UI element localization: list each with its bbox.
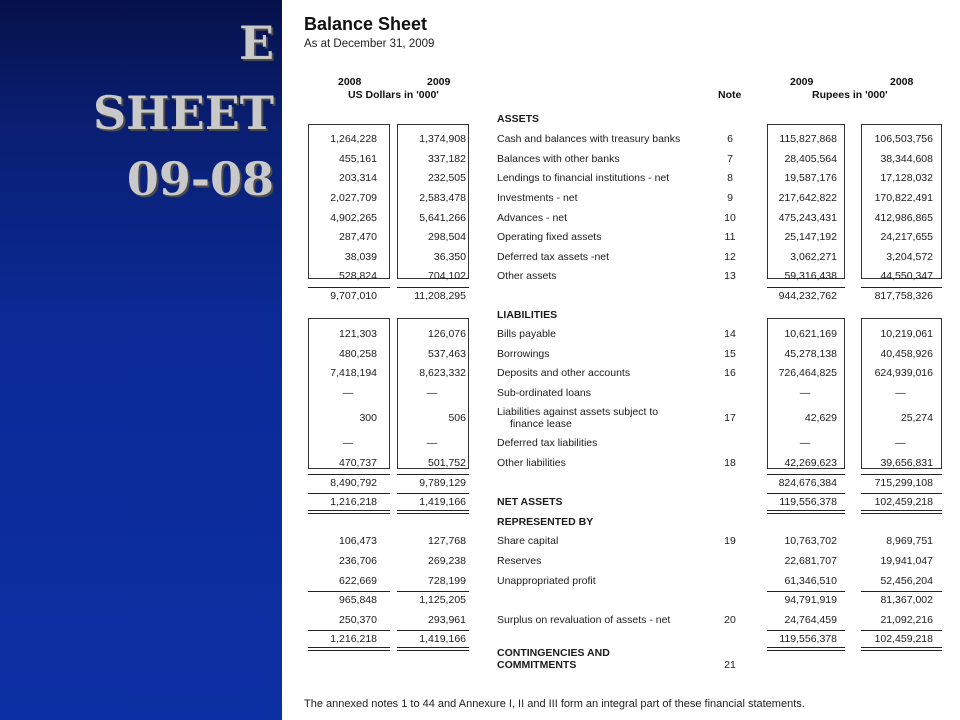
row-note: 14 xyxy=(724,328,736,340)
value-pkr2008: 412,986,865 xyxy=(874,212,933,224)
row-note: 17 xyxy=(724,412,736,424)
value-usd2008: 121,303 xyxy=(339,328,377,340)
value-usd2009: 5,641,266 xyxy=(419,212,466,224)
value-usd2008: 1,264,228 xyxy=(330,133,377,145)
value-usd2008: 622,669 xyxy=(339,575,377,587)
value-pkr2009: 115,827,868 xyxy=(779,133,837,145)
row-label: Other assets xyxy=(497,270,557,282)
header-pkr-unit: Rupees in '000' xyxy=(812,89,888,101)
total-rule xyxy=(767,630,845,631)
row-label: Sub-ordinated loans xyxy=(497,387,591,399)
value-usd2009: 269,238 xyxy=(428,555,466,567)
value-pkr2009: 45,278,138 xyxy=(784,348,837,360)
row-label: Unappropriated profit xyxy=(497,575,596,587)
value-usd2008: 480,258 xyxy=(339,348,377,360)
total-rule xyxy=(397,474,469,475)
value-usd2008: 300 xyxy=(359,412,377,424)
value-pkr2009: 61,346,510 xyxy=(784,575,837,587)
value-usd2009: — xyxy=(426,387,438,399)
value-pkr2008: 715,299,108 xyxy=(874,477,933,489)
double-underline xyxy=(861,510,942,514)
row-label: Deferred tax assets -net xyxy=(497,251,610,263)
double-underline xyxy=(397,647,469,651)
document-title: Balance Sheet xyxy=(304,14,428,34)
value-pkr2009: 10,621,169 xyxy=(784,328,837,340)
row-note: 19 xyxy=(724,535,736,547)
total-rule xyxy=(861,591,942,592)
row-label: Lendings to financial institutions - net xyxy=(497,172,670,184)
document-subtitle: As at December 31, 2009 xyxy=(304,38,435,50)
value-pkr2008: 38,344,608 xyxy=(880,153,933,165)
value-usd2009: 337,182 xyxy=(428,153,466,165)
value-usd2008: 4,902,265 xyxy=(330,212,377,224)
value-usd2008: 203,314 xyxy=(339,172,377,184)
row-note: 18 xyxy=(724,457,736,469)
value-pkr2009: 42,269,623 xyxy=(784,457,837,469)
value-usd2008: 236,706 xyxy=(339,555,377,567)
value-usd2009: 1,419,166 xyxy=(419,633,466,645)
value-usd2008: 470,737 xyxy=(339,457,377,469)
row-label: Surplus on revaluation of assets - net xyxy=(497,614,671,626)
value-usd2008: 1,216,218 xyxy=(330,496,377,508)
value-usd2009: 506 xyxy=(448,412,466,424)
section-heading: REPRESENTED BY xyxy=(497,516,594,528)
row-note: 21 xyxy=(724,659,736,671)
row-label: Deferred tax liabilities xyxy=(497,437,598,449)
value-usd2008: — xyxy=(342,437,354,449)
value-pkr2008: 106,503,756 xyxy=(874,133,933,145)
slide-title-line-3: 09-08 xyxy=(126,152,274,206)
header-note: Note xyxy=(718,89,742,101)
header-usd-unit: US Dollars in '000' xyxy=(348,89,439,101)
value-usd2009: 298,504 xyxy=(428,231,466,243)
row-label: Other liabilities xyxy=(497,457,566,469)
total-rule xyxy=(397,287,469,288)
double-underline xyxy=(308,647,390,651)
value-usd2009: 704,102 xyxy=(428,270,466,282)
row-label: Bills payable xyxy=(497,328,556,340)
value-pkr2008: 24,217,655 xyxy=(880,231,933,243)
value-pkr2009: 22,681,707 xyxy=(784,555,837,567)
footnote: The annexed notes 1 to 44 and Annexure I, II and III form an integral part of these financial statements. xyxy=(304,698,805,710)
total-rule xyxy=(308,630,390,631)
value-usd2008: 1,216,218 xyxy=(330,633,377,645)
value-pkr2008: 10,219,061 xyxy=(880,328,933,340)
total-rule xyxy=(308,474,390,475)
total-rule xyxy=(861,630,942,631)
value-pkr2009: 24,764,459 xyxy=(784,614,837,626)
value-pkr2008: 19,941,047 xyxy=(880,555,933,567)
value-pkr2008: 52,456,204 xyxy=(880,575,933,587)
row-note: 9 xyxy=(727,192,733,204)
total-rule xyxy=(767,474,845,475)
value-pkr2009: — xyxy=(799,387,811,399)
row-note: 13 xyxy=(724,270,736,282)
value-pkr2008: 39,656,831 xyxy=(880,457,933,469)
row-note: 11 xyxy=(724,231,736,243)
row-note: 8 xyxy=(727,172,733,184)
double-underline xyxy=(767,647,845,651)
value-pkr2009: 119,556,378 xyxy=(779,496,837,508)
value-pkr2008: 21,092,216 xyxy=(880,614,933,626)
row-note: 20 xyxy=(724,614,736,626)
slide-title-line-2: SHEET xyxy=(92,86,274,140)
value-usd2008: 455,161 xyxy=(339,153,377,165)
row-label-continued: finance lease xyxy=(510,418,572,430)
value-pkr2008: 102,459,218 xyxy=(874,633,933,645)
section-heading: CONTINGENCIES AND xyxy=(497,647,610,659)
value-pkr2009: 42,629 xyxy=(804,412,837,424)
value-pkr2008: 17,128,032 xyxy=(880,172,933,184)
total-rule xyxy=(861,474,942,475)
value-pkr2009: 944,232,762 xyxy=(778,290,837,302)
value-pkr2009: 119,556,378 xyxy=(779,633,837,645)
value-pkr2009: 94,791,919 xyxy=(784,594,837,606)
value-usd2009: 1,419,166 xyxy=(419,496,466,508)
value-usd2009: 11,208,295 xyxy=(414,290,466,302)
row-label: Operating fixed assets xyxy=(497,231,602,243)
value-usd2009: — xyxy=(426,437,438,449)
value-usd2009: 36,350 xyxy=(433,251,466,263)
value-pkr2008: 817,758,326 xyxy=(874,290,933,302)
value-pkr2008: 25,274 xyxy=(900,412,933,424)
row-label: Balances with other banks xyxy=(497,153,620,165)
total-rule xyxy=(767,493,845,494)
section-heading: LIABILITIES xyxy=(497,309,558,321)
value-usd2008: 8,490,792 xyxy=(330,477,377,489)
header-usd-year-1: 2008 xyxy=(338,76,362,88)
value-pkr2008: — xyxy=(895,387,906,399)
total-rule xyxy=(397,630,469,631)
value-pkr2009: 726,464,825 xyxy=(778,367,837,379)
value-pkr2009: 25,147,192 xyxy=(784,231,837,243)
value-pkr2008: 170,822,491 xyxy=(874,192,933,204)
double-underline xyxy=(397,510,469,514)
value-pkr2008: 81,367,002 xyxy=(880,594,933,606)
value-usd2008: 2,027,709 xyxy=(330,192,377,204)
row-note: 16 xyxy=(724,367,736,379)
value-usd2008: 965,848 xyxy=(339,594,377,606)
total-rule xyxy=(767,287,845,288)
value-pkr2008: 624,939,016 xyxy=(874,367,933,379)
row-note: 12 xyxy=(724,251,736,263)
row-label: Share capital xyxy=(497,535,559,547)
value-usd2008: 250,370 xyxy=(339,614,377,626)
row-note: 7 xyxy=(727,153,733,165)
value-usd2009: 537,463 xyxy=(428,348,466,360)
value-usd2008: 287,470 xyxy=(339,231,377,243)
balance-sheet-document xyxy=(282,0,960,720)
total-rule xyxy=(308,591,390,592)
value-usd2008: 9,707,010 xyxy=(330,290,377,302)
value-usd2008: 38,039 xyxy=(344,251,377,263)
value-usd2009: 9,789,129 xyxy=(419,477,466,489)
row-label: Cash and balances with treasury banks xyxy=(497,133,681,145)
total-rule xyxy=(308,493,390,494)
row-note: 6 xyxy=(727,133,733,145)
double-underline xyxy=(861,647,942,651)
total-rule xyxy=(397,493,469,494)
header-usd-year-2: 2009 xyxy=(427,76,451,88)
value-usd2009: 501,752 xyxy=(428,457,466,469)
value-pkr2009: 824,676,384 xyxy=(778,477,837,489)
total-rule xyxy=(397,591,469,592)
value-usd2009: 126,076 xyxy=(428,328,466,340)
header-pkr-year-1: 2009 xyxy=(790,76,814,88)
row-label-continued: COMMITMENTS xyxy=(497,659,577,671)
value-usd2009: 293,961 xyxy=(428,614,466,626)
slide-title-line-1: E xyxy=(238,16,274,70)
value-usd2009: 1,374,908 xyxy=(419,133,466,145)
value-usd2009: 127,768 xyxy=(428,535,466,547)
value-pkr2009: 59,316,438 xyxy=(784,270,837,282)
value-pkr2008: 3,204,572 xyxy=(886,251,933,263)
value-usd2009: 2,583,478 xyxy=(419,192,466,204)
row-note: 15 xyxy=(724,348,736,360)
row-label: Reserves xyxy=(497,555,542,567)
value-pkr2009: 10,763,702 xyxy=(784,535,837,547)
value-pkr2008: 8,969,751 xyxy=(886,535,933,547)
value-pkr2009: 3,062,271 xyxy=(790,251,837,263)
header-pkr-year-2: 2008 xyxy=(890,76,914,88)
value-usd2008: — xyxy=(342,387,354,399)
value-usd2008: 528,824 xyxy=(339,270,377,282)
total-rule xyxy=(308,287,390,288)
total-rule xyxy=(767,591,845,592)
total-rule xyxy=(861,493,942,494)
row-label: Advances - net xyxy=(497,212,568,224)
row-label: Borrowings xyxy=(497,348,550,360)
double-underline xyxy=(767,510,845,514)
value-pkr2009: 217,642,822 xyxy=(778,192,837,204)
value-usd2009: 232,505 xyxy=(428,172,466,184)
row-label: Investments - net xyxy=(497,192,578,204)
value-pkr2009: 19,587,176 xyxy=(784,172,837,184)
value-pkr2009: 28,405,564 xyxy=(784,153,837,165)
total-rule xyxy=(861,287,942,288)
value-pkr2008: — xyxy=(895,437,906,449)
value-usd2009: 728,199 xyxy=(428,575,466,587)
section-heading: ASSETS xyxy=(497,113,540,125)
value-usd2008: 7,418,194 xyxy=(330,367,377,379)
row-label: NET ASSETS xyxy=(497,496,563,508)
slide-title-panel xyxy=(0,0,282,720)
value-usd2008: 106,473 xyxy=(339,535,377,547)
row-label: Deposits and other accounts xyxy=(497,367,631,379)
value-usd2009: 8,623,332 xyxy=(419,367,466,379)
value-pkr2008: 44,550,347 xyxy=(880,270,933,282)
double-underline xyxy=(308,510,390,514)
row-note: 10 xyxy=(724,212,736,224)
value-pkr2009: — xyxy=(799,437,811,449)
value-pkr2008: 102,459,218 xyxy=(874,496,933,508)
value-pkr2008: 40,458,926 xyxy=(880,348,933,360)
value-usd2009: 1,125,205 xyxy=(419,594,466,606)
row-label: Liabilities against assets subject to xyxy=(497,406,659,418)
value-pkr2009: 475,243,431 xyxy=(778,212,837,224)
